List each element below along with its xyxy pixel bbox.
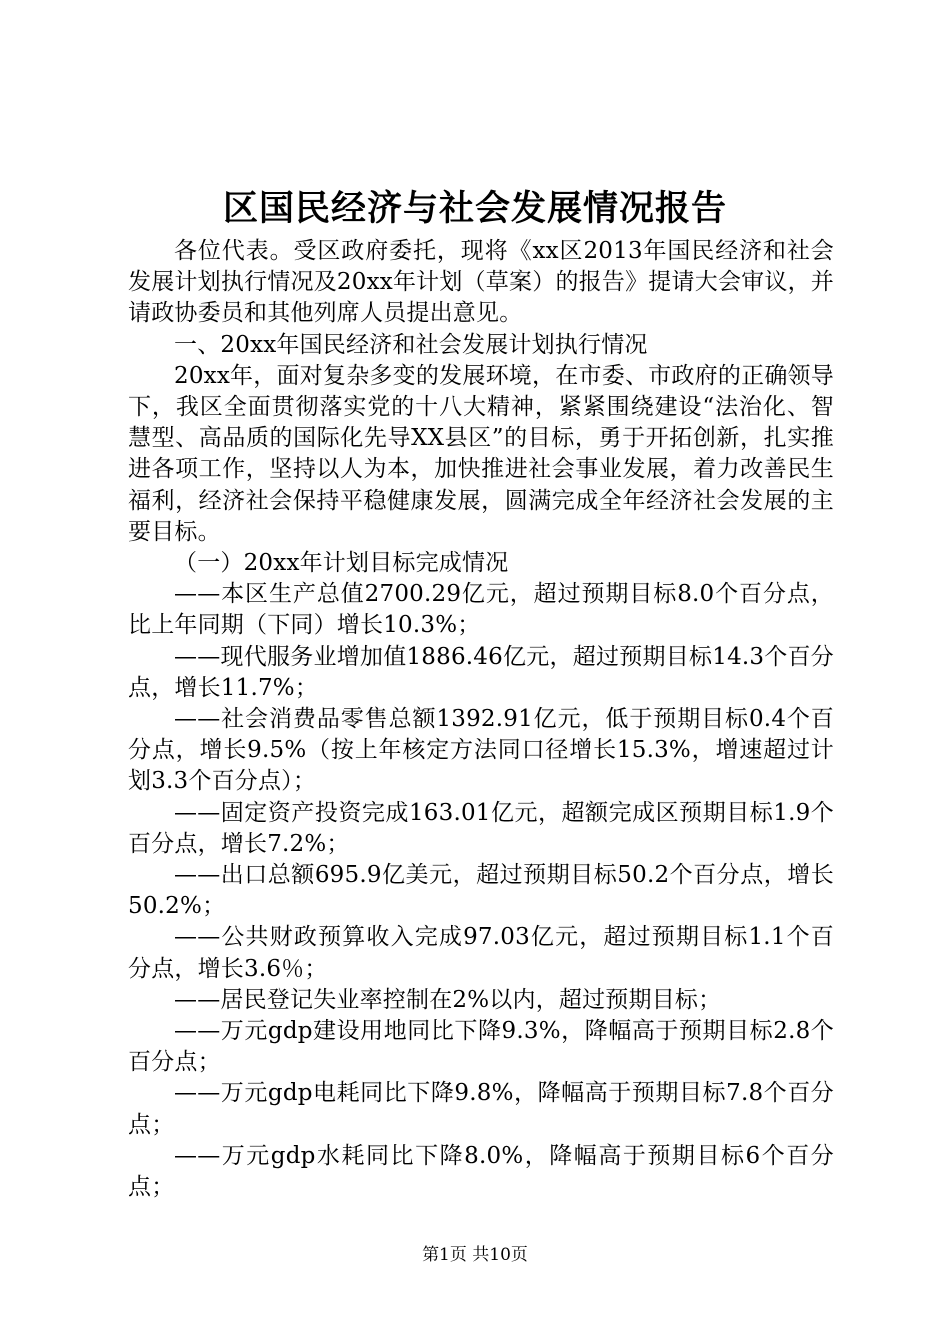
- list-item: ——固定资产投资完成163.01亿元，超额完成区预期目标1.9个百分点，增长7.2%；: [128, 799, 834, 857]
- subsection-heading-1: （一）20xx年计划目标完成情况: [174, 550, 509, 577]
- list-item: ——本区生产总值2700.29亿元，超过预期目标8.0个百分点，比上年同期（下同）增长10.3%；: [128, 581, 834, 639]
- page-number-footer: 第1页 共10页: [422, 1245, 528, 1265]
- list-item: ——公共财政预算收入完成97.03亿元，超过预期目标1.1个百分点，增长3.6％；: [128, 924, 834, 982]
- list-item: ——万元gdp建设用地同比下降9.3%，降幅高于预期目标2.8个百分点；: [128, 1018, 834, 1076]
- section-heading-1: 一、20xx年国民经济和社会发展计划执行情况: [174, 331, 648, 358]
- list-item: ——万元gdp电耗同比下降9.8%，降幅高于预期目标7.8个百分点；: [128, 1080, 834, 1138]
- list-item: ——居民登记失业率控制在2%以内，超过预期目标；: [174, 986, 722, 1013]
- paragraph-overview: 20xx年，面对复杂多变的发展环境，在市委、市政府的正确领导下，我区全面贯彻落实党的十八大精神，紧紧围绕建设“法治化、智慧型、高品质的国际化先导XX县区”的目标，勇于开拓创新，扎实推进各项工作，坚持以人为本，加快推进社会事业发展，着力改善民生福利，经济社会保持平稳健康发展，圆满完成全年经济社会发展的主要目标。: [128, 362, 834, 545]
- paragraph-intro: 各位代表。受区政府委托，现将《xx区2013年国民经济和社会发展计划执行情况及20xx年计划（草案）的报告》提请大会审议，并请政协委员和其他列席人员提出意见。: [128, 238, 834, 327]
- list-item: ——万元gdp水耗同比下降8.0%，降幅高于预期目标6个百分点；: [128, 1142, 834, 1201]
- document-body: [128, 236, 834, 1203]
- list-item: ——社会消费品零售总额1392.91亿元，低于预期目标0.4个百分点，增长9.5%（按上年核定方法同口径增长15.3%，增速超过计划3.3个百分点）；: [128, 706, 834, 795]
- document-title: 区国民经济与社会发展情况报告: [222, 188, 727, 229]
- list-item: ——现代服务业增加值1886.46亿元，超过预期目标14.3个百分点，增长11.7%；: [128, 643, 834, 701]
- list-item: ——出口总额695.9亿美元，超过预期目标50.2个百分点，增长50.2%；: [128, 862, 834, 920]
